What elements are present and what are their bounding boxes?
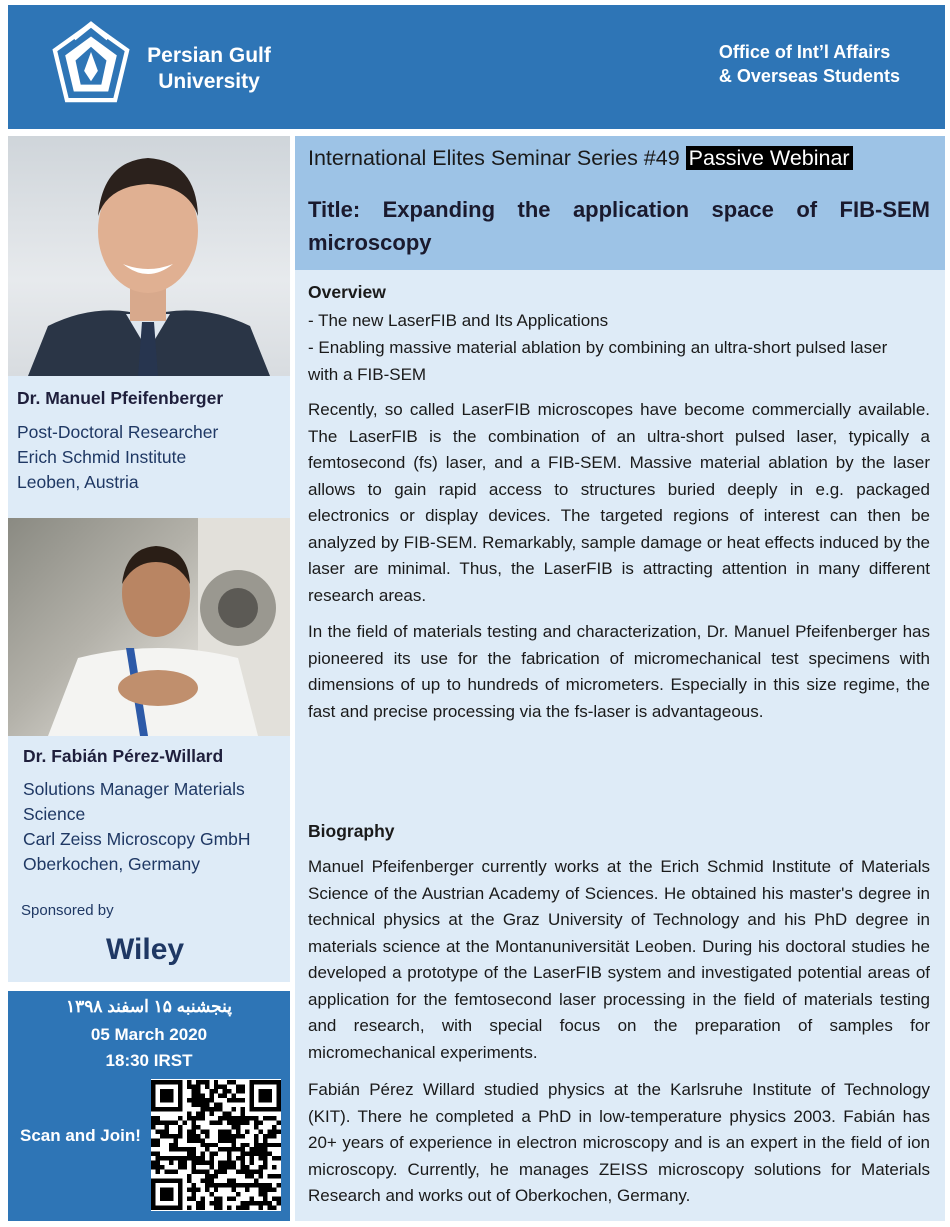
content-panel [295,270,945,1221]
office-line-2: & Overseas Students [718,66,900,86]
sponsor-name: Wiley [106,933,185,966]
seminar-series [308,146,853,171]
date-persian: پنجشنبه ۱۵ اسفند ۱۳۹۸ [66,997,232,1016]
overview-bullets [308,307,918,388]
qr-code[interactable] [151,1079,281,1211]
biography-heading: Biography [308,821,395,841]
seminar-title-box [295,136,945,270]
office-line-1: Office of Int’l Affairs [718,42,891,62]
list-item: - Enabling massive material ablation by combining an ultra-short pulsed laser with a FIB-SEM [308,338,888,384]
university-name: Persian Gulf University [147,44,271,93]
talk-title: Title: Expanding the application space of FIB-SEM microscopy [308,197,930,255]
speaker-photo-2 [8,518,290,736]
speaker-2-name: Dr. Fabián Pérez-Willard [23,746,224,766]
overview-heading: Overview [308,282,386,302]
overview-paragraph-2: In the field of materials testing and characterization, Dr. Manuel Pfeifenberger has pioneered its use for the fabrication of micromechanical test specimens with dimensions of up to hundreds of micrometers. Especially in this size regime, the fast and precise processing via the fs-laser is advantageous. [308,622,930,721]
header-banner [8,5,945,129]
event-time: 18:30 IRST [105,1051,193,1070]
office-name [719,40,900,88]
format-badge: Passive Webinar [686,146,853,170]
overview-paragraph-1: Recently, so called LaserFIB microscopes have become commercially available. The LaserFIB is the combination of an ultra-short pulsed laser, typically a femtosecond (fs) laser, and a FIB-SEM. Massive material ablation by the laser allows to gain rapid access to structures buried deeply in e.g. packaged electronics or display devices. The targeted regions of interest can then be analyzed by FIB-SEM. Remarkably, sample damage or heat effects induced by the laser are minimal. Thus, the LaserFIB is attracting attention in many different research areas. [308,400,930,605]
event-info-box [8,991,290,1221]
speaker-1-name: Dr. Manuel Pfeifenberger [17,388,224,408]
list-item: - The new LaserFIB and Its Applications [308,311,609,330]
sponsor-label: Sponsored by [21,902,114,919]
university-logo [48,21,134,107]
biography-paragraph-1: Manuel Pfeifenberger currently works at the Erich Schmid Institute of Materials Science of the Austrian Academy of Sciences. He obtained his master's degree in technical physics at the Graz University of Technology and his PhD degree in materials science at the Montanuniversität Leoben. During his doctoral studies he developed a prototype of the LaserFIB system and investigated potential areas of application for the femtosecond laser processing in the field of materials testing and research, with special focus on the preparation of samples for micromechanical experiments. [308,857,930,1062]
speaker-2-affiliation: Solutions Manager Materials Science Carl Zeiss Microscopy GmbH Oberkochen, Germany [23,779,251,874]
biography-paragraph-2: Fabián Pérez Willard studied physics at the Karlsruhe Institute of Technology (KIT). There he completed a PhD in low-temperature physics 2003. Fabián has 20+ years of experience in electron microscopy and is an expert in the field of ion microscopy. Currently, he manages ZEISS microscopy solutions for Materials Research and works out of Oberkochen, Germany. [308,1080,930,1205]
event-date: 05 March 2020 [90,1025,208,1044]
speakers-panel [8,136,290,982]
scan-label: Scan and Join! [20,1126,141,1145]
series-name: International Elites Seminar Series #49 [308,146,680,170]
speaker-photo-1 [8,136,290,376]
speaker-1-affiliation: Post-Doctoral Researcher Erich Schmid Institute Leoben, Austria [17,422,219,492]
